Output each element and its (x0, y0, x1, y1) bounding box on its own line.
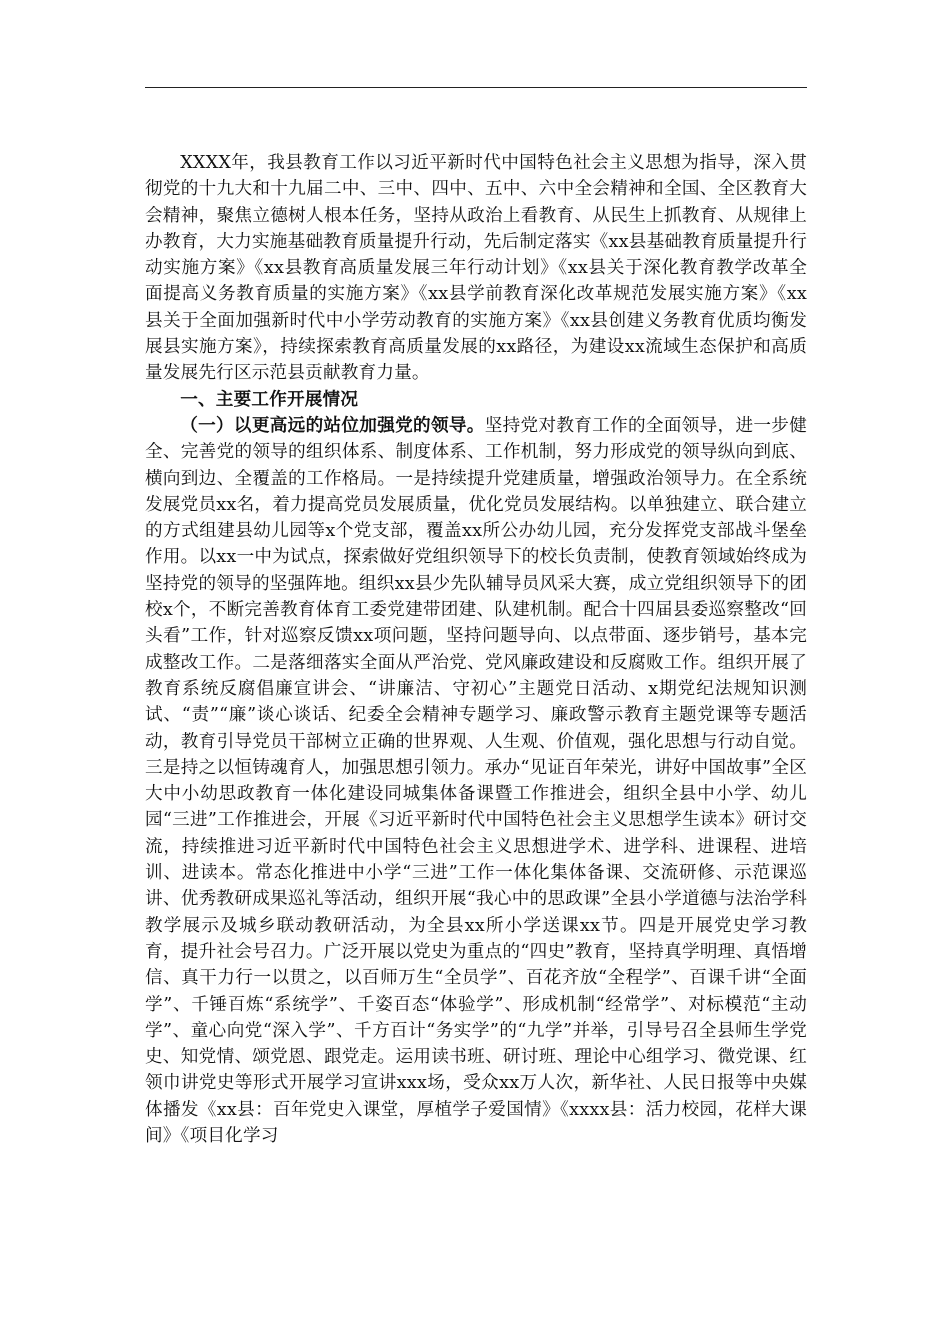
header-rule (145, 87, 807, 88)
section-heading: 一、主要工作开展情况 (180, 388, 359, 410)
intro-paragraph: XXXX年，我县教育工作以习近平新时代中国特色社会主义思想为指导，深入贯彻党的十九大和十九届二中、三中、四中、五中、六中全会精神和全国、全区教育大会精神，聚焦立德树人根本任务，坚持从政治上看教育、从民生上抓教育、从规律上办教育，大力实施基础教育质量提升行动，先后制定落实《xx县基础教育质量提升行动实施方案》《xx县教育高质量发展三年行动计划》《xx县关于深化教育教学改革全面提高义务教育质量的实施方案》《xx县学前教育深化改革规范发展实施方案》《xx县关于全面加强新时代中小学劳动教育的实施方案》《xx县创建义务教育优质均衡发展县实施方案》，持续探索教育高质量发展的xx路径，为建设xx流域生态保护和高质量发展先行区示范县贡献教育力量。 (145, 153, 807, 384)
subsection-heading: （一）以更高远的站位加强党的领导。 (180, 414, 485, 436)
document-body (145, 150, 807, 1149)
subsection-paragraph (145, 413, 807, 1149)
subsection-body: 坚持党对教育工作的全面领导，进一步健全、完善党的领导的组织体系、制度体系、工作机制，努力形成党的领导纵向到底、横向到边、全覆盖的工作格局。一是持续提升党建质量，增强政治领导力。在全系统发展党员xx名，着力提高党员发展质量，优化党员发展结构。以单独建立、联合建立的方式组建县幼儿园等x个党支部，覆盖xx所公办幼儿园，充分发挥党支部战斗堡垒作用。以xx一中为试点，探索做好党组织领导下的校长负责制，使教育领域始终成为坚持党的领导的坚强阵地。组织xx县少先队辅导员风采大赛，成立党组织领导下的团校x个，不断完善教育体育工委党建带团建、队建机制。配合十四届县委巡察整改“回头看”工作，针对巡察反馈xx项问题，坚持问题导向、以点带面、逐步销号，基本完成整改工作。二是落细落实全面从严治党、党风廉政建设和反腐败工作。组织开展了教育系统反腐倡廉宣讲会、“讲廉洁、守初心”主题党日活动、x期党纪法规知识测试、“责”“廉”谈心谈话、纪委全会精神专题学习、廉政警示教育主题党课等专题活动，教育引导党员干部树立正确的世界观、人生观、价值观，强化思想与行动自觉。三是持之以恒铸魂育人，加强思想引领力。承办“见证百年荣光，讲好中国故事”全区大中小幼思政教育一体化建设同城集体备课暨工作推进会，组织全县中小学、幼儿园“三进”工作推进会，开展《习近平新时代中国特色社会主义思想学生读本》研讨交流，持续推进习近平新时代中国特色社会主义思想进学术、进学科、进课程、进培训、进读本。常态化推进中小学“三进”工作一体化集体备课、交流研修、示范课巡讲、优秀教研成果巡礼等活动，组织开展“我心中的思政课”全县小学道德与法治学科教学展示及城乡联动教研活动，为全县xx所小学送课xx节。四是开展党史学习教育，提升社会号召力。广泛开展以党史为重点的“四史”教育，坚持真学明理、真悟增信、真干力行一以贯之，以百师万生“全员学”、百花齐放“全程学”、百课千讲“全面学”、千锤百炼“系统学”、千姿百态“体验学”、形成机制“经常学”、对标模范“主动学”、童心向党“深入学”、千方百计“务实学”的“九学”并举，引导号召全县师生学党史、知党情、颂党恩、跟党走。运用读书班、研讨班、理论中心组学习、微党课、红领巾讲党史等形式开展学习宣讲xxx场，受众xx万人次，新华社、人民日报等中央媒体播发《xx县：百年党史入课堂，厚植学子爱国情》《xxxx县：活力校园，花样大课间》《项目化学习 (145, 415, 808, 1146)
